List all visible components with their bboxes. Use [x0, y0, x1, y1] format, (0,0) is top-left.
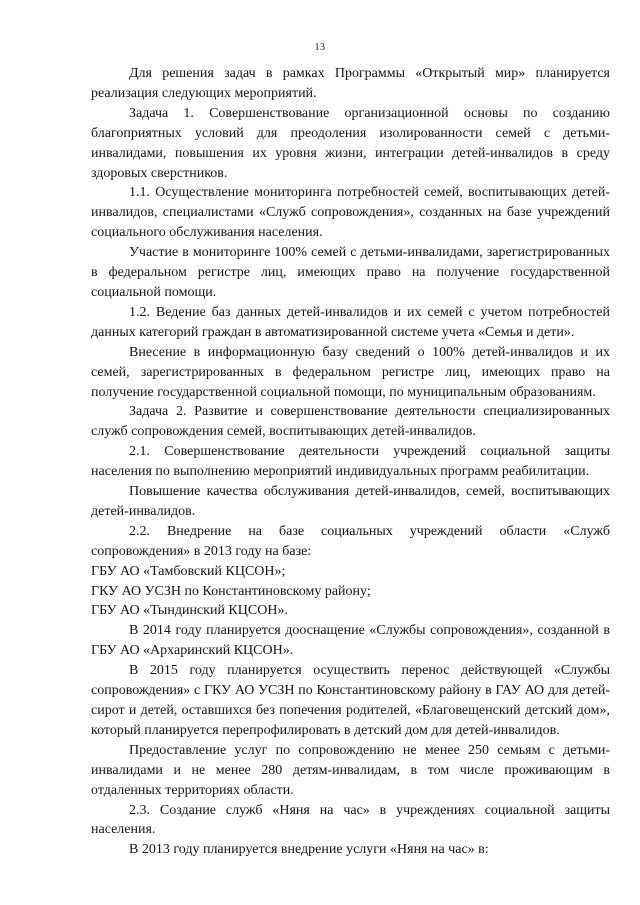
paragraph-item-2-2: 2.2. Внедрение на базе социальных учреждений области «Служб сопровождения» в 2013 году на базе: — [91, 523, 610, 559]
paragraph-item-2-3: 2.3. Создание служб «Няня на час» в учреждениях социальной защиты населения. — [91, 802, 610, 838]
page-number: 13 — [314, 42, 326, 53]
paragraph-item-1-2: 1.2. Ведение баз данных детей-инвалидов и их семей с учетом потребностей данных категорий граждан в автоматизированной системе учета «Семья и дети». — [91, 304, 610, 340]
paragraph-database-entry: Внесение в информационную базу сведений о 100% детей-инвалидов и их семей, зарегистрированных в федеральном регистре лиц, имеющих право на получение государственной социальной помощи, по муниципальным образованиям. — [91, 344, 610, 400]
paragraph-2015-plan: В 2015 году планируется осуществить перенос действующей «Службы сопровождения» с ГКУ АО УСЗН по Константиновскому району в ГАУ АО для детей-сирот и детей, оставшихся без попечения родителей, «Благовещенский детский дом», который планируется перепрофилировать в детский дом для детей-инвалидов. — [91, 663, 610, 738]
paragraph-item-1-1: 1.1. Осуществление мониторинга потребностей семей, воспитывающих детей-инвалидов, специалистами «Служб сопровождения», созданных на базе учреждений социального обслуживания населения. — [91, 185, 610, 241]
list-item-tambovsky: ГБУ АО «Тамбовский КЦСОН»; — [91, 563, 286, 579]
list-item-konstantinovsky: ГКУ АО УСЗН по Константиновскому району; — [91, 583, 371, 599]
document-body — [91, 64, 610, 860]
paragraph-2014-plan: В 2014 году планируется дооснащение «Службы сопровождения», созданной в ГБУ АО «Архаринский КЦСОН». — [91, 623, 610, 659]
list-item-tyndinsky: ГБУ АО «Тындинский КЦСОН». — [91, 603, 288, 619]
paragraph-2013-plan: В 2013 году планируется внедрение услуги «Няня на час» в: — [129, 842, 489, 858]
paragraph-task-2: Задача 2. Развитие и совершенствование деятельности специализированных служб сопровождения семей, воспитывающих детей-инвалидов. — [91, 404, 610, 440]
paragraph-services-provision: Предоставление услуг по сопровождению не менее 250 семьям с детьми-инвалидами и не менее 280 детям-инвалидам, в том числе проживающим в отдаленных территориях области. — [91, 742, 610, 798]
paragraph-quality-improvement: Повышение качества обслуживания детей-инвалидов, семей, воспитывающих детей-инвалидов. — [91, 484, 610, 519]
paragraph-task-1: Задача 1. Совершенствование организационной основы по созданию благоприятных условий для преодоления изолированности семей с детьми-инвалидами, повышения их уровня жизни, интеграции детей-инвалидов в среду здоровых сверстников. — [91, 105, 610, 181]
paragraph-item-2-1: 2.1. Совершенствование деятельности учреждений социальной защиты населения по выполнению мероприятий индивидуальных программ реабилитации. — [91, 444, 610, 480]
paragraph-monitoring-participation: Участие в мониторинге 100% семей с детьми-инвалидами, зарегистрированных в федеральном регистре лиц, имеющих право на получение государственной социальной помощи. — [91, 245, 610, 300]
paragraph-intro: Для решения задач в рамках Программы «Открытый мир» планируется реализация следующих мероприятий. — [91, 66, 610, 101]
